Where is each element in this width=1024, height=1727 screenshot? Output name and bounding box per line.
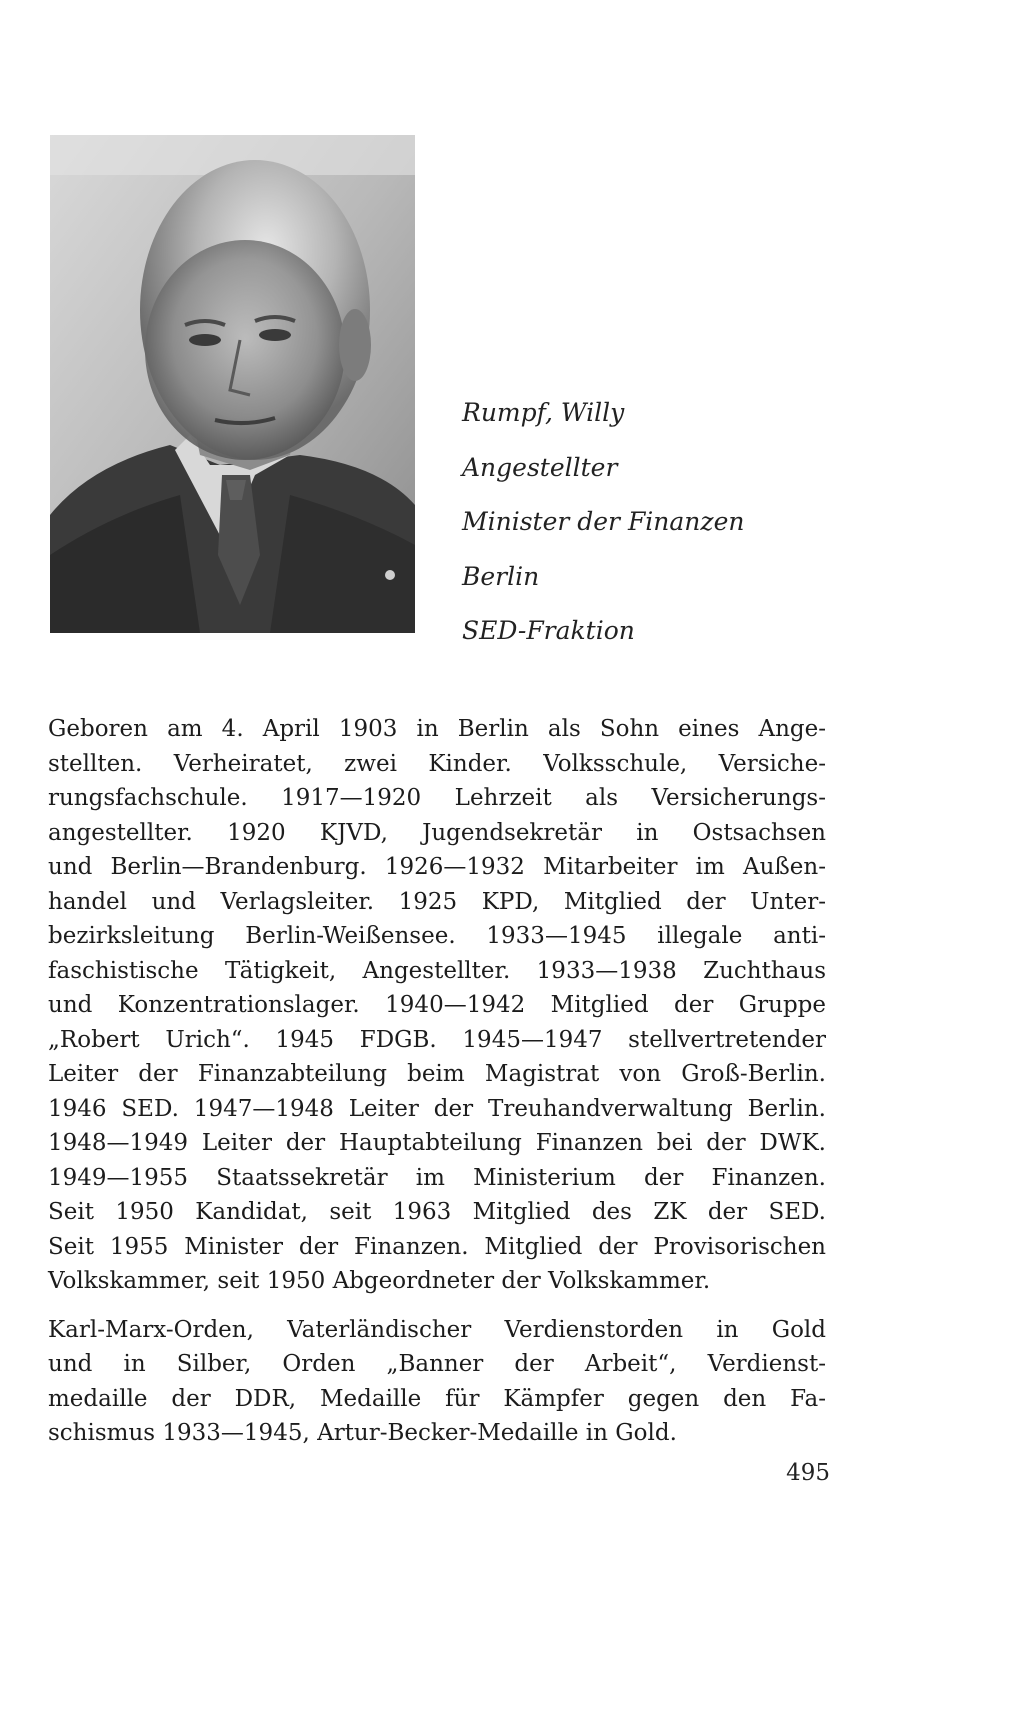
caption-faction: SED-Fraktion xyxy=(462,616,635,645)
caption-location: Berlin xyxy=(462,561,540,591)
bio-line: Volkskammer, seit 1950 Abgeordneter der Volkskammer. xyxy=(48,1268,711,1294)
bio-line: angestellter. 1920 KJVD, Jugendsekretär in Ostsachsen xyxy=(48,819,826,846)
bio-line: und Berlin—Brandenburg. 1926—1932 Mitarbeiter im Außen- xyxy=(48,854,826,880)
bio-line: „Robert Urich“. 1945 FDGB. 1945—1947 stellvertretender xyxy=(48,1026,826,1053)
awards-line: und in Silber, Orden „Banner der Arbeit“, Verdienst- xyxy=(48,1351,826,1377)
awards-line: Karl-Marx-Orden, Vaterländischer Verdienstorden in Gold xyxy=(48,1316,826,1343)
bio-line: 1946 SED. 1947—1948 Leiter der Treuhandverwaltung Berlin. xyxy=(48,1095,826,1122)
bio-line: Seit 1955 Minister der Finanzen. Mitglied der Provisorischen xyxy=(48,1233,826,1260)
caption-occupation: Angestellter xyxy=(462,452,618,482)
bio-line: Geboren am 4. April 1903 in Berlin als Sohn eines Ange- xyxy=(48,716,826,742)
page-number: 495 xyxy=(786,1460,830,1486)
bio-line: handel und Verlagsleiter. 1925 KPD, Mitglied der Unter- xyxy=(48,888,826,915)
biography-paragraph-1 xyxy=(48,712,826,1299)
bio-line: rungsfachschule. 1917—1920 Lehrzeit als Versicherungs- xyxy=(48,785,826,811)
caption-block xyxy=(462,396,882,669)
biography-paragraph-2 xyxy=(48,1313,826,1451)
bio-line: bezirksleitung Berlin-Weißensee. 1933—1945 illegale anti- xyxy=(48,923,826,949)
portrait-photo xyxy=(50,135,415,633)
awards-line: medaille der DDR, Medaille für Kämpfer gegen den Fa- xyxy=(48,1385,826,1412)
caption-name: Rumpf, Willy xyxy=(462,398,625,427)
caption-position: Minister der Finanzen xyxy=(462,507,745,536)
bio-line: 1949—1955 Staatssekretär im Ministerium der Finanzen. xyxy=(48,1164,826,1191)
bio-line: stellten. Verheiratet, zwei Kinder. Volksschule, Versiche- xyxy=(48,750,826,777)
bio-line: faschistische Tätigkeit, Angestellter. 1933—1938 Zuchthaus xyxy=(48,957,826,984)
bio-line: und Konzentrationslager. 1940—1942 Mitglied der Gruppe xyxy=(48,992,826,1018)
bio-line: Seit 1950 Kandidat, seit 1963 Mitglied des ZK der SED. xyxy=(48,1199,826,1225)
bio-line: 1948—1949 Leiter der Hauptabteilung Finanzen bei der DWK. xyxy=(48,1130,826,1156)
awards-line: schismus 1933—1945, Artur-Becker-Medaille in Gold. xyxy=(48,1420,677,1446)
bio-line: Leiter der Finanzabteilung beim Magistrat von Groß-Berlin. xyxy=(48,1061,826,1087)
biography-text xyxy=(48,712,826,1451)
